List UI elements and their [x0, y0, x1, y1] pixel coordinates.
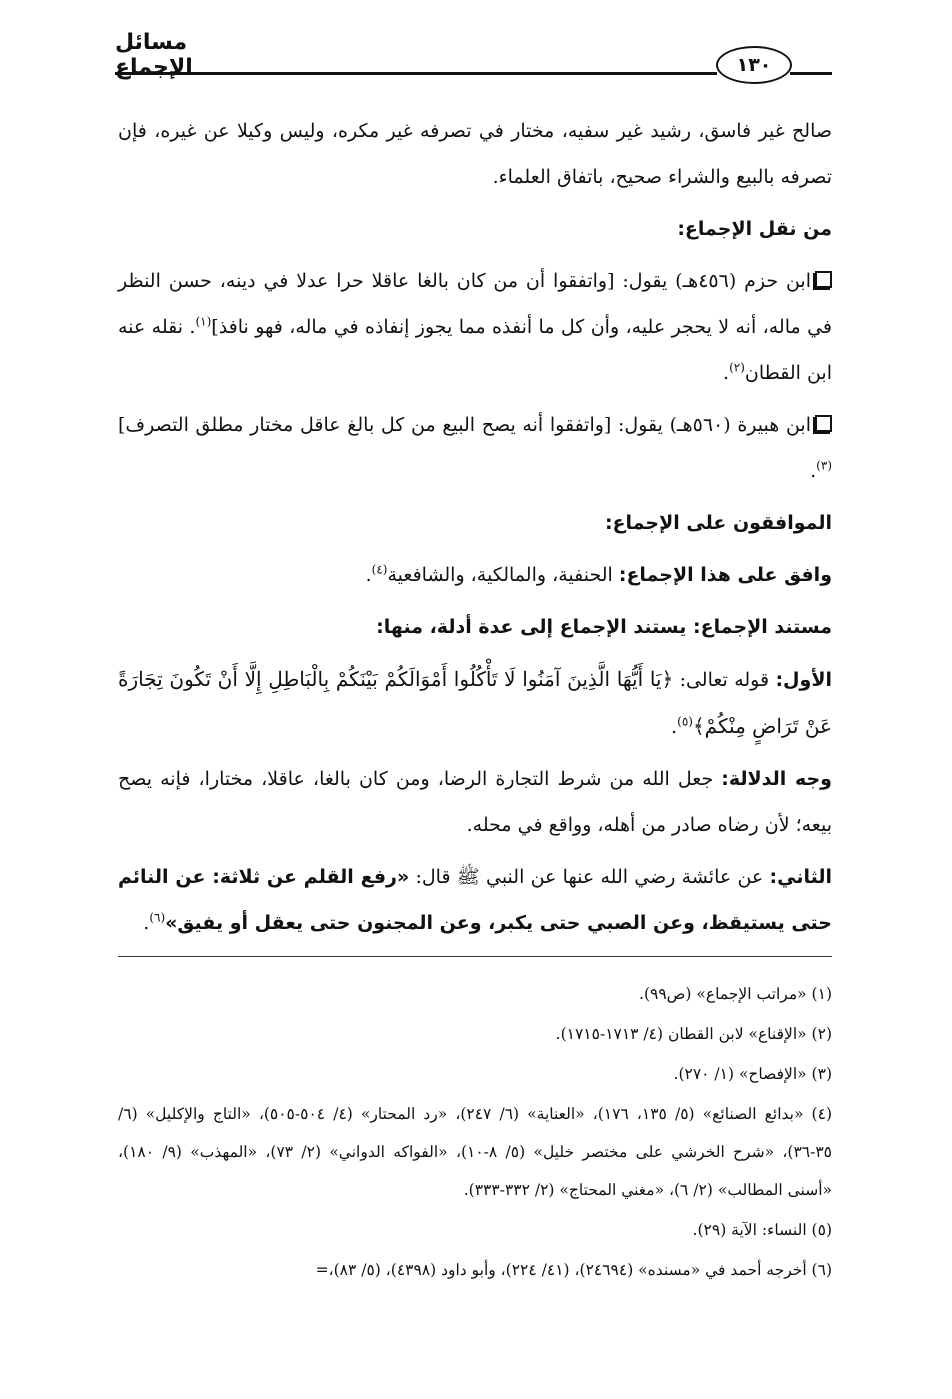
- header-rule: [115, 72, 717, 75]
- period: .: [723, 362, 730, 384]
- evidence-second-label: الثاني:: [769, 866, 832, 888]
- footnote-3: (٣) «الإفصاح» (١/ ٢٧٠).: [673, 1065, 832, 1083]
- footnote-ref-5: (٥): [677, 714, 693, 729]
- square-bullet-icon: [815, 415, 832, 432]
- footnote-2: (٢) «الإقناع» لابن القطان (٤/ ١٧١٣-١٧١٥).: [555, 1025, 832, 1043]
- footnote-separator: [118, 956, 832, 957]
- running-header-title: مسائل الإجماع: [115, 30, 193, 80]
- quran-verse: ﴿يَا أَيُّهَا الَّذِينَ آمَنُوا لَا تَأْكُلُوا أَمْوَالَكُمْ بَيْنَكُمْ بِالْبَاطِلِ إِلَّا أَنْ تَكُونَ تِجَارَةً عَنْ تَرَاضٍ مِنْكُمْ﴾: [118, 667, 832, 738]
- footnote-ref-4: (٤): [371, 562, 388, 577]
- wajh-dalala: [118, 756, 832, 848]
- heading-muwafiqun: الموافقون على الإجماع:: [604, 512, 832, 534]
- heading-naql: من نقل الإجماع:: [677, 218, 832, 240]
- quote-ibn-hubayra: [118, 402, 832, 494]
- period: .: [143, 912, 150, 934]
- evidence-first-intro: قوله تعالى:: [673, 669, 776, 691]
- evidence-second-intro: عن عائشة رضي الله عنها عن النبي ﷺ قال:: [409, 866, 770, 888]
- footnote-6: (٦) أخرجه أحمد في «مسنده» (٢٤٦٩٤)، (٤١/ ٢٢٤)، وأبو داود (٤٣٩٨)، (٥/ ٨٣)،=: [315, 1261, 832, 1279]
- agreement-text: الحنفية، والمالكية، والشافعية: [387, 564, 619, 586]
- wajh-dalala-text: جعل الله من شرط التجارة الرضا، ومن كان بالغا، عاقلا، مختارا، فإنه يصح بيعه؛ لأن رضاه صادر من أهله، وواقع في محله.: [118, 768, 832, 836]
- footnote-ref-1: (١): [195, 314, 212, 329]
- quote-ibn-hubayra-text: ابن هبيرة (٥٦٠هـ) يقول: [واتفقوا أنه يصح البيع من كل بالغ عاقل مختار مطلق التصرف]: [118, 414, 811, 436]
- footnote-1: (١) «مراتب الإجماع» (ص٩٩).: [639, 985, 832, 1003]
- evidence-second: [118, 854, 832, 946]
- quote-ibn-hazm-after: . نقله عنه ابن القطان: [118, 316, 832, 384]
- footnote-5: (٥) النساء: الآية (٢٩).: [692, 1221, 832, 1239]
- period: .: [810, 460, 817, 482]
- quote-ibn-hazm: [118, 258, 832, 396]
- quote-ibn-hazm-text: ابن حزم (٤٥٦هـ) يقول: [واتفقوا أن من كان بالغا عاقلا حرا عدلا في دينه، حسن النظر في ماله، أنه لا يحجر عليه، وأن كل ما أنفذه مما يجوز إنفاذه في ماله، فهو نافذ]: [118, 270, 832, 338]
- evidence-first: [118, 656, 832, 750]
- footnotes: [118, 975, 832, 1291]
- wajh-dalala-label: وجه الدلالة:: [721, 768, 832, 790]
- hadith-text: «رفع القلم عن ثلاثة: عن النائم حتى يستيقظ، وعن الصبي حتى يكبر، وعن المجنون حتى يعقل أو يفيق»: [118, 866, 832, 934]
- period: .: [671, 716, 678, 738]
- footnote-4: (٤) «بدائع الصنائع» (٥/ ١٣٥، ١٧٦)، «العناية» (٦/ ٢٤٧)، «رد المحتار» (٤/ ٥٠٤-٥٠٥)، «التاج والإكليل» (٦/ ٣٥-٣٦)، «شرح الخرشي على مختصر خليل» (٥/ ٨-١٠)، «الفواكه الدواني» (٢/ ٧٣)، «المهذب» (٩/ ١٨٠)، «أسنى المطالب» (٢/ ٦)، «مغني المحتاج» (٢/ ٣٣٢-٣٣٣).: [118, 1105, 832, 1199]
- period: .: [365, 564, 372, 586]
- agreement-label: وافق على هذا الإجماع:: [618, 564, 832, 586]
- paragraph-intro: صالح غير فاسق، رشيد غير سفيه، مختار في تصرفه غير مكره، وليس وكيلا عن غيره، فإن تصرفه بالبيع والشراء صحيح، باتفاق العلماء.: [118, 120, 832, 188]
- page-number: ١٣٠: [716, 46, 792, 84]
- footnote-ref-6: (٦): [149, 910, 166, 925]
- main-text: [118, 108, 832, 952]
- square-bullet-icon: [815, 271, 832, 288]
- agreement-line: [118, 552, 832, 598]
- footnote-ref-2: (٢): [729, 360, 745, 375]
- footnote-ref-3: (٣): [816, 458, 832, 473]
- heading-mustanad: مستند الإجماع: يستند الإجماع إلى عدة أدلة، منها:: [376, 616, 832, 638]
- evidence-first-label: الأول:: [775, 669, 832, 691]
- header-rule-right: [790, 72, 832, 75]
